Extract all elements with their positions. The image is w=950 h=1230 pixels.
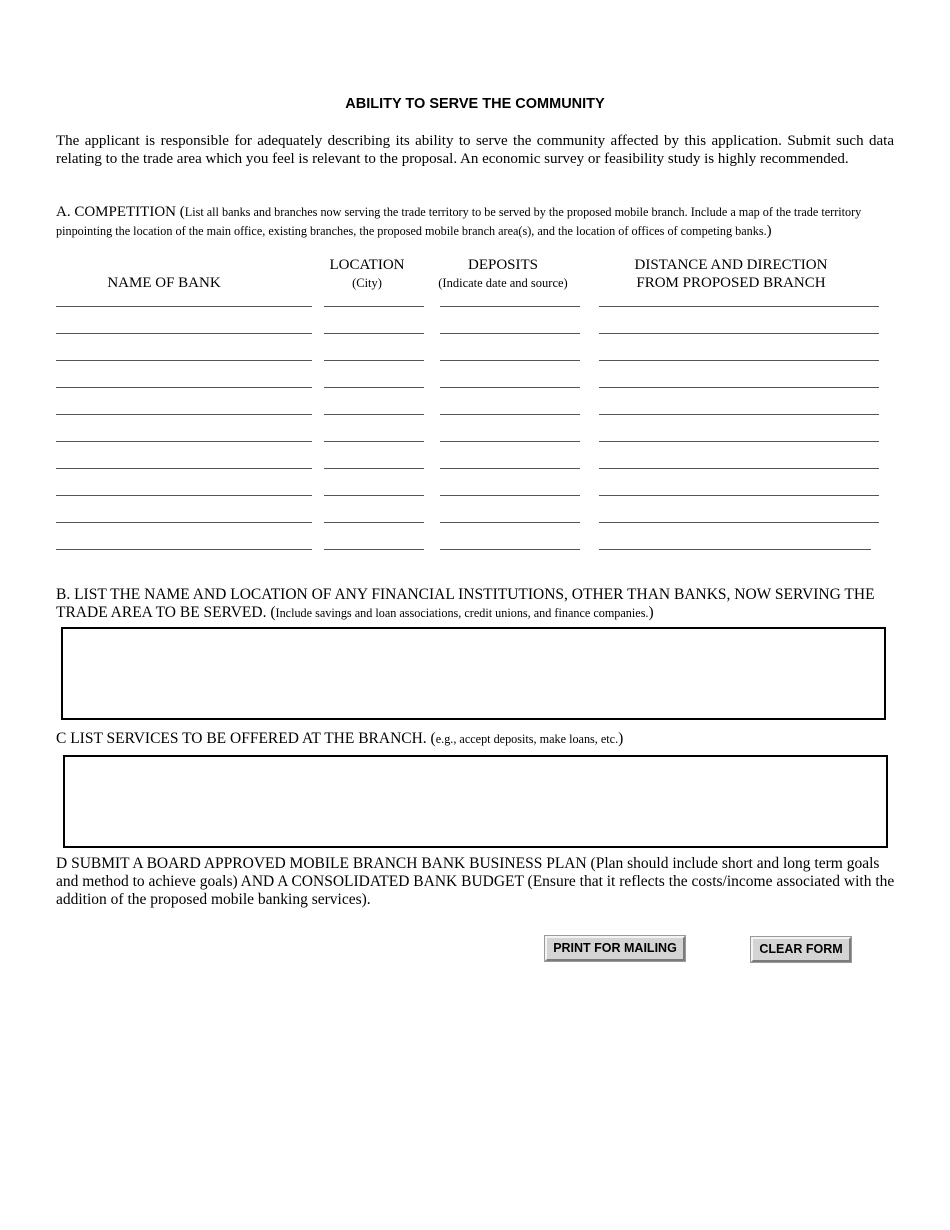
deposits-field[interactable] bbox=[440, 549, 580, 550]
section-a-label: A. COMPETITION ( bbox=[56, 204, 185, 220]
section-a-instructions: List all banks and branches now serving the trade territory to be served by the proposed mobile branch. Include a map of the trade territory pinpointing the location of the main office, existing branches, the proposed mobile branch area(s), and the location of offices of competing banks. bbox=[56, 205, 862, 238]
distance-field[interactable] bbox=[599, 468, 879, 469]
bank-name-field[interactable] bbox=[56, 441, 312, 442]
distance-field[interactable] bbox=[599, 441, 879, 442]
deposits-field[interactable] bbox=[440, 468, 580, 469]
bank-name-field[interactable] bbox=[56, 522, 312, 523]
section-b-note: Include savings and loan associations, credit unions, and finance companies. bbox=[275, 606, 649, 620]
distance-field[interactable] bbox=[599, 333, 879, 334]
other-institutions-field[interactable] bbox=[61, 627, 886, 720]
bank-name-field[interactable] bbox=[56, 306, 312, 307]
section-a-close: ) bbox=[766, 223, 772, 239]
column-header-distance: DISTANCE AND DIRECTION FROM PROPOSED BRANCH bbox=[634, 257, 828, 291]
distance-field[interactable] bbox=[599, 522, 879, 523]
distance-field[interactable] bbox=[599, 387, 879, 388]
section-b-close: ) bbox=[648, 604, 654, 621]
deposits-field[interactable] bbox=[440, 387, 580, 388]
deposits-field[interactable] bbox=[440, 306, 580, 307]
column-header-deposits: DEPOSITS (Indicate date and source) bbox=[438, 257, 568, 290]
column-header-bank: NAME OF BANK bbox=[107, 275, 221, 291]
deposits-field[interactable] bbox=[440, 522, 580, 523]
deposits-field[interactable] bbox=[440, 495, 580, 496]
section-b-label: B. LIST THE NAME AND LOCATION OF ANY FINANCIAL INSTITUTIONS, OTHER THAN BANKS, NOW SERVING THE TRADE AREA TO BE SERVED. ( bbox=[56, 586, 875, 621]
bank-name-field[interactable] bbox=[56, 549, 312, 550]
location-field[interactable] bbox=[324, 306, 424, 307]
clear-form-button[interactable]: CLEAR FORM bbox=[751, 937, 851, 962]
location-field[interactable] bbox=[324, 522, 424, 523]
section-d-text: D SUBMIT A BOARD APPROVED MOBILE BRANCH BANK BUSINESS PLAN (Plan should include short and long term goals and method to achieve goals) AND A CONSOLIDATED BANK BUDGET (Ensure that it reflects the costs/income associated with the addition of the proposed mobile banking services). bbox=[56, 855, 895, 908]
section-c-note: e.g., accept deposits, make loans, etc. bbox=[435, 732, 619, 746]
print-for-mailing-button[interactable]: PRINT FOR MAILING bbox=[545, 936, 685, 961]
location-field[interactable] bbox=[324, 414, 424, 415]
distance-field[interactable] bbox=[599, 414, 879, 415]
location-field[interactable] bbox=[324, 333, 424, 334]
deposits-field[interactable] bbox=[440, 414, 580, 415]
bank-name-field[interactable] bbox=[56, 387, 312, 388]
page-title: ABILITY TO SERVE THE COMMUNITY bbox=[345, 96, 605, 112]
location-field[interactable] bbox=[324, 387, 424, 388]
section-a-heading bbox=[56, 203, 896, 241]
intro-paragraph: The applicant is responsible for adequately describing its ability to serve the community affected by this application. Submit such data relating to the trade area which you feel is relevant to the proposal. An economic survey or feasibility study is highly recommended. bbox=[56, 133, 894, 167]
bank-name-field[interactable] bbox=[56, 333, 312, 334]
distance-field[interactable] bbox=[599, 306, 879, 307]
bank-name-field[interactable] bbox=[56, 414, 312, 415]
location-field[interactable] bbox=[324, 495, 424, 496]
bank-name-field[interactable] bbox=[56, 495, 312, 496]
deposits-field[interactable] bbox=[440, 333, 580, 334]
deposits-field[interactable] bbox=[440, 360, 580, 361]
location-field[interactable] bbox=[324, 468, 424, 469]
bank-name-field[interactable] bbox=[56, 360, 312, 361]
services-field[interactable] bbox=[63, 755, 888, 848]
deposits-field[interactable] bbox=[440, 441, 580, 442]
section-c-heading bbox=[56, 730, 896, 748]
distance-field[interactable] bbox=[599, 549, 871, 550]
location-field[interactable] bbox=[324, 441, 424, 442]
section-b-heading bbox=[56, 586, 896, 622]
column-header-location: LOCATION (City) bbox=[329, 257, 405, 290]
bank-name-field[interactable] bbox=[56, 468, 312, 469]
location-field[interactable] bbox=[324, 360, 424, 361]
section-c-close: ) bbox=[618, 730, 624, 747]
distance-field[interactable] bbox=[599, 495, 879, 496]
section-c-label: C LIST SERVICES TO BE OFFERED AT THE BRANCH. ( bbox=[56, 730, 436, 747]
location-field[interactable] bbox=[324, 549, 424, 550]
distance-field[interactable] bbox=[599, 360, 879, 361]
